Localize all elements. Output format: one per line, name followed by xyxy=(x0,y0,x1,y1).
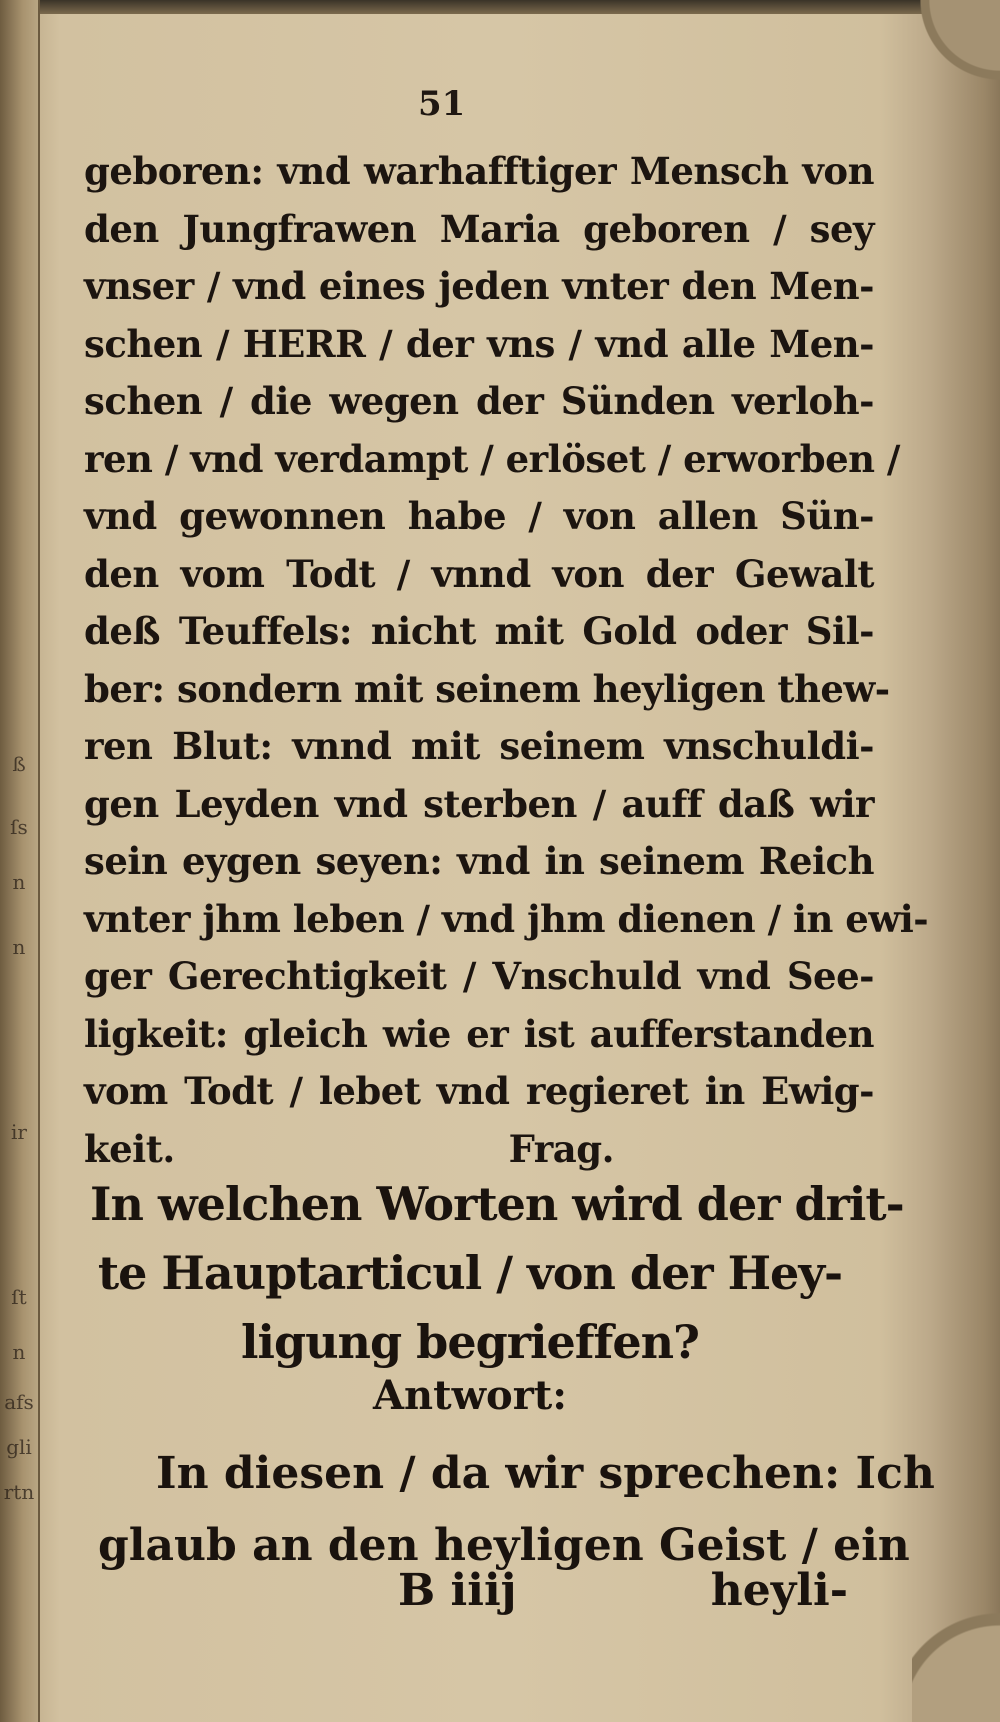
text-line: ligkeit: gleich wie er ist aufferstanden xyxy=(84,1011,874,1056)
page-top-edge xyxy=(0,0,1000,14)
text-line: den Jungfrawen Maria geboren / sey xyxy=(84,206,874,251)
question-line: ligung begrieffen? xyxy=(241,1315,699,1369)
body-text xyxy=(84,143,929,1178)
text-line: sein eygen seyen: vnd in seinem Reich xyxy=(84,839,874,883)
margin-fragment: afs xyxy=(4,1390,34,1414)
margin-fragment: ir xyxy=(11,1120,27,1144)
text-line: schen / die wegen der Sünden verloh- xyxy=(84,379,874,423)
text-line: vnter jhm leben / vnd jhm dienen / in ewi- xyxy=(84,896,929,941)
text-line: deß Teuffels: nicht mit Gold oder Sil- xyxy=(84,609,874,653)
text-line: vnser / vnd eines jeden vnter den Men- xyxy=(84,264,874,308)
margin-fragment: rtn xyxy=(3,1480,35,1504)
margin-fragment: n xyxy=(12,1340,26,1364)
text-line: vom Todt / lebet vnd regieret in Ewig- xyxy=(84,1069,874,1113)
page-number: 51 xyxy=(418,84,466,124)
text-line: ger Gerechtigkeit / Vnschuld vnd See- xyxy=(84,954,874,998)
adjacent-page-strip xyxy=(0,0,40,1722)
text-line: ren / vnd verdampt / erlöset / erworben / xyxy=(84,436,900,481)
text-line: ren Blut: vnnd mit seinem vnschuldi- xyxy=(84,724,874,768)
answer-line: In diesen / da wir sprechen: Ich xyxy=(156,1448,935,1499)
margin-fragment: gli xyxy=(6,1435,32,1459)
margin-fragment: n xyxy=(12,935,26,959)
question-heading xyxy=(90,1170,904,1377)
text-line: vnd gewonnen habe / von allen Sün- xyxy=(84,494,874,538)
text-line: den vom Todt / vnnd von der Gewalt xyxy=(84,551,874,596)
question-line: In welchen Worten wird der drit- xyxy=(90,1177,904,1231)
margin-fragment: ſs xyxy=(10,815,28,839)
answer-line: glaub an den heyligen Geist / ein xyxy=(98,1520,910,1571)
margin-fragment: ſt xyxy=(11,1285,27,1309)
paragraph-end-word: keit. xyxy=(84,1126,175,1171)
text-line: schen / HERR / der vns / vnd alle Men- xyxy=(84,321,874,366)
question-line: te Hauptarticul / von der Hey- xyxy=(97,1246,843,1300)
text-line: geboren: vnd warhafftiger Mensch von xyxy=(84,149,874,193)
catchword: heyli- xyxy=(710,1565,848,1616)
page-footer xyxy=(398,1565,848,1616)
text-line: ber: sondern mit seinem heyligen thew- xyxy=(84,666,890,711)
text-line: gen Leyden vnd sterben / auff daß wir xyxy=(84,781,874,826)
signature-mark: B iiij xyxy=(398,1565,517,1616)
answer-heading: Antwort: xyxy=(372,1372,568,1419)
answer-text xyxy=(98,1438,935,1582)
margin-fragment: n xyxy=(12,870,26,894)
page-corner-curl-bottom xyxy=(912,1572,1000,1722)
margin-fragment: ß xyxy=(12,752,26,776)
page-corner-curl-top xyxy=(912,0,1000,92)
question-label: Frag. xyxy=(508,1126,614,1171)
